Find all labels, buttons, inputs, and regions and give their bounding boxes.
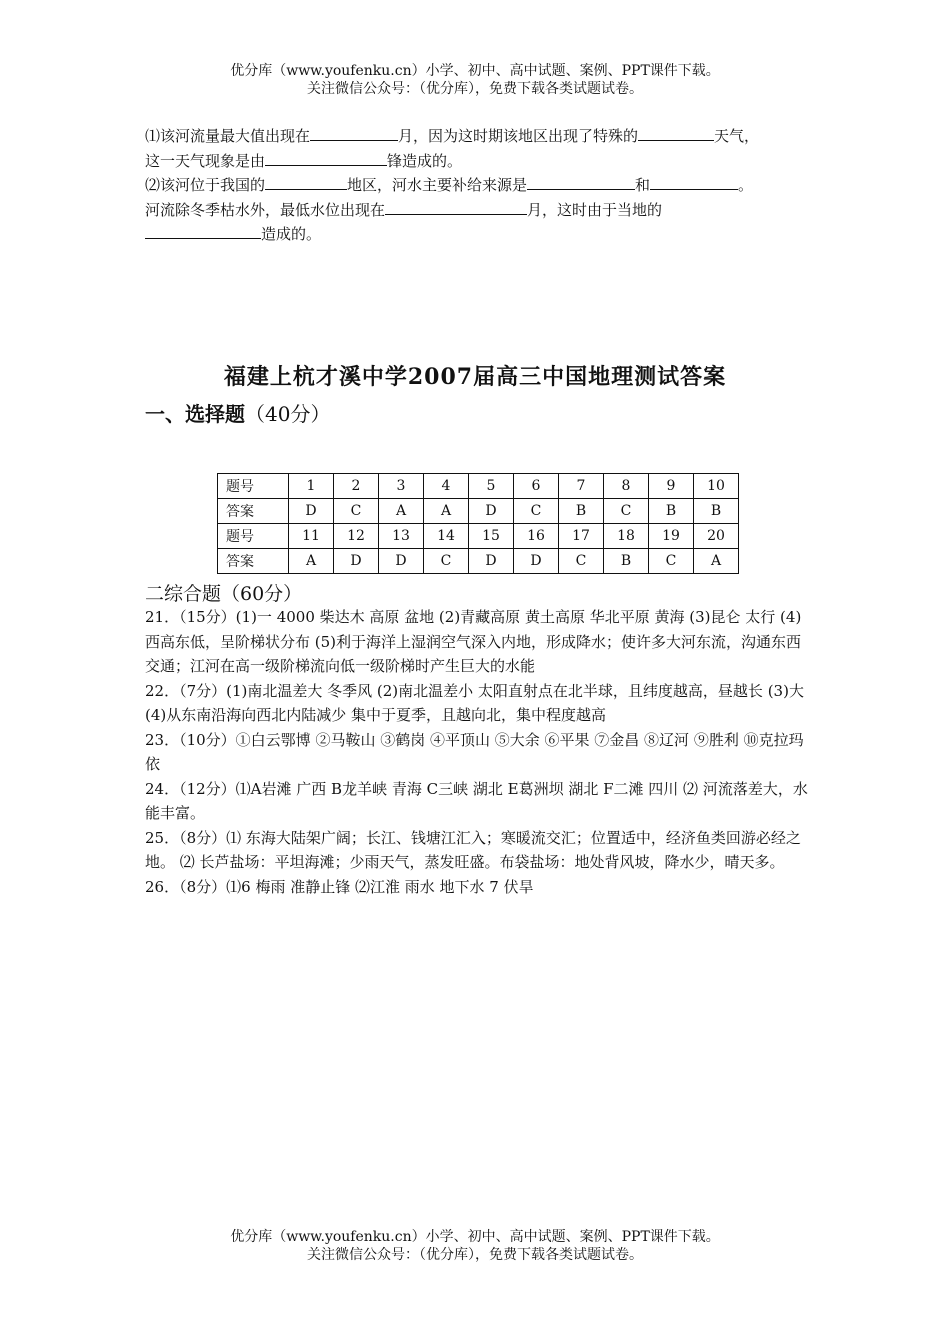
q1-text-e: 锋造成的。 — [387, 151, 463, 170]
question-part — [145, 124, 815, 247]
table-cell: 3 — [379, 474, 424, 499]
table-cell: 18 — [604, 524, 649, 549]
table-cell: C — [649, 549, 694, 574]
section1-points: （40分） — [245, 402, 331, 426]
header-line-1: 优分库（www.youfenku.cn）小学、初中、高中试题、案例、PPT课件下载。 — [230, 63, 720, 79]
table-cell: A — [424, 499, 469, 524]
answer-title: 福建上杭才溪中学2007届高三中国地理测试答案 — [223, 364, 727, 390]
footer-line-1: 优分库（www.youfenku.cn）小学、初中、高中试题、案例、PPT课件下载。 — [230, 1229, 720, 1245]
table-cell: 17 — [559, 524, 604, 549]
table-cell: C — [559, 549, 604, 574]
table-cell: D — [289, 499, 334, 524]
table-cell: B — [559, 499, 604, 524]
q2-text-f: 月，这时由于当地的 — [527, 200, 663, 219]
table-cell: B — [694, 499, 739, 524]
page-footer — [0, 1228, 950, 1264]
table-cell: D — [469, 499, 514, 524]
q1-text-d: 这一天气现象是由 — [145, 151, 266, 170]
table-row-label: 答案 — [218, 499, 289, 524]
table-cell: 5 — [469, 474, 514, 499]
header-line-2: 关注微信公众号：（优分库），免费下载各类试题试卷。 — [307, 81, 643, 97]
table-cell: 1 — [289, 474, 334, 499]
blank — [638, 124, 714, 141]
q2-text-c: 和 — [635, 176, 651, 194]
answer-table — [217, 473, 739, 574]
table-row-label: 答案 — [218, 549, 289, 574]
table-cell: A — [289, 549, 334, 574]
table-cell: 9 — [649, 474, 694, 499]
table-cell: 14 — [424, 524, 469, 549]
table-row — [218, 499, 739, 524]
table-cell: C — [514, 499, 559, 524]
blank — [265, 173, 347, 190]
question-1 — [145, 124, 815, 173]
table-cell: 10 — [694, 474, 739, 499]
table-cell: 6 — [514, 474, 559, 499]
table-cell: A — [694, 549, 739, 574]
table-cell: A — [379, 499, 424, 524]
answer-24: 24．（12分）⑴A岩滩 广西 B龙羊峡 青海 C三峡 湖北 E葛洲坝 湖北 F二滩 四川 ⑵ 河流落差大，水能丰富。 — [145, 779, 808, 822]
table-cell: D — [514, 549, 559, 574]
q2-text-a: ⑵该河位于我国的 — [145, 176, 266, 194]
table-cell: B — [604, 549, 649, 574]
q1-text-a: ⑴该河流量最大值出现在 — [145, 127, 311, 145]
section1-heading — [145, 398, 330, 427]
table-cell: 11 — [289, 524, 334, 549]
table-cell: B — [649, 499, 694, 524]
table-cell: 8 — [604, 474, 649, 499]
q2-text-d: 。 — [738, 176, 754, 194]
q2-text-b: 地区，河水主要补给来源是 — [347, 176, 528, 194]
table-cell: D — [334, 549, 379, 574]
section1-title: 一、选择题 — [145, 402, 245, 426]
answer-21: 21．（15分）(1)一 4000 柴达木 高原 盆地 (2)青藏高原 黄土高原 华北平原 黄海 (3)昆仑 太行 (4)西高东低，呈阶梯状分布 (5)利于海洋上湿润空气深入内地，形成降水；使许多大河东流，沟通东西交通；江河在高一级阶梯流向低一级阶梯时产生巨大的水能 — [145, 608, 802, 675]
table-row-label: 题号 — [218, 474, 289, 499]
answer-25: 25．（8分）⑴ 东海大陆架广阔；长江、钱塘江汇入；寒暖流交汇；位置适中，经济鱼类回游必经之地。 ⑵ 长芦盐场：平坦海滩；少雨天气，蒸发旺盛。布袋盐场：地处背风坡，降水少，晴天多。 — [145, 828, 801, 871]
table-cell: C — [604, 499, 649, 524]
table-cell: D — [469, 549, 514, 574]
question-2 — [145, 173, 815, 247]
page-header — [0, 62, 950, 98]
table-row — [218, 549, 739, 574]
table-cell: 16 — [514, 524, 559, 549]
answer-22: 22．（7分）(1)南北温差大 冬季风 (2)南北温差小 太阳直射点在北半球，且纬度越高，昼越长 (3)大 (4)从东南沿海向西北内陆减少 集中于夏季，且越向北，集中程度越高 — [145, 681, 804, 724]
table-cell: 20 — [694, 524, 739, 549]
table-row — [218, 524, 739, 549]
table-row-label: 题号 — [218, 524, 289, 549]
table-cell: 15 — [469, 524, 514, 549]
blank — [385, 198, 527, 215]
section2-title: 二综合题（60分） — [145, 583, 303, 605]
blank — [145, 222, 261, 239]
blank — [527, 173, 635, 190]
table-cell: D — [379, 549, 424, 574]
table-cell: 19 — [649, 524, 694, 549]
blank — [310, 124, 398, 141]
q2-text-e: 河流除冬季枯水外，最低水位出现在 — [145, 200, 386, 219]
table-cell: 4 — [424, 474, 469, 499]
table-cell: 2 — [334, 474, 379, 499]
table-cell: 7 — [559, 474, 604, 499]
table-cell: 12 — [334, 524, 379, 549]
q1-text-b: 月，因为这时期该地区出现了特殊的 — [398, 127, 639, 145]
q1-text-c: 天气， — [714, 127, 760, 145]
blank — [265, 149, 387, 166]
answer-26: 26．（8分）⑴6 梅雨 准静止锋 ⑵江淮 雨水 地下水 7 伏旱 — [145, 877, 534, 896]
answer-23: 23．（10分）①白云鄂博 ②马鞍山 ③鹤岗 ④平顶山 ⑤大余 ⑥平果 ⑦金昌 ⑧辽河 ⑨胜利 ⑩克拉玛依 — [145, 730, 804, 773]
q2-text-g: 造成的。 — [261, 225, 322, 243]
answer-list — [145, 605, 815, 899]
table-cell: C — [424, 549, 469, 574]
table-row — [218, 474, 739, 499]
table-cell: 13 — [379, 524, 424, 549]
footer-line-2: 关注微信公众号：（优分库），免费下载各类试题试卷。 — [307, 1247, 643, 1263]
blank — [650, 173, 738, 190]
table-cell: C — [334, 499, 379, 524]
